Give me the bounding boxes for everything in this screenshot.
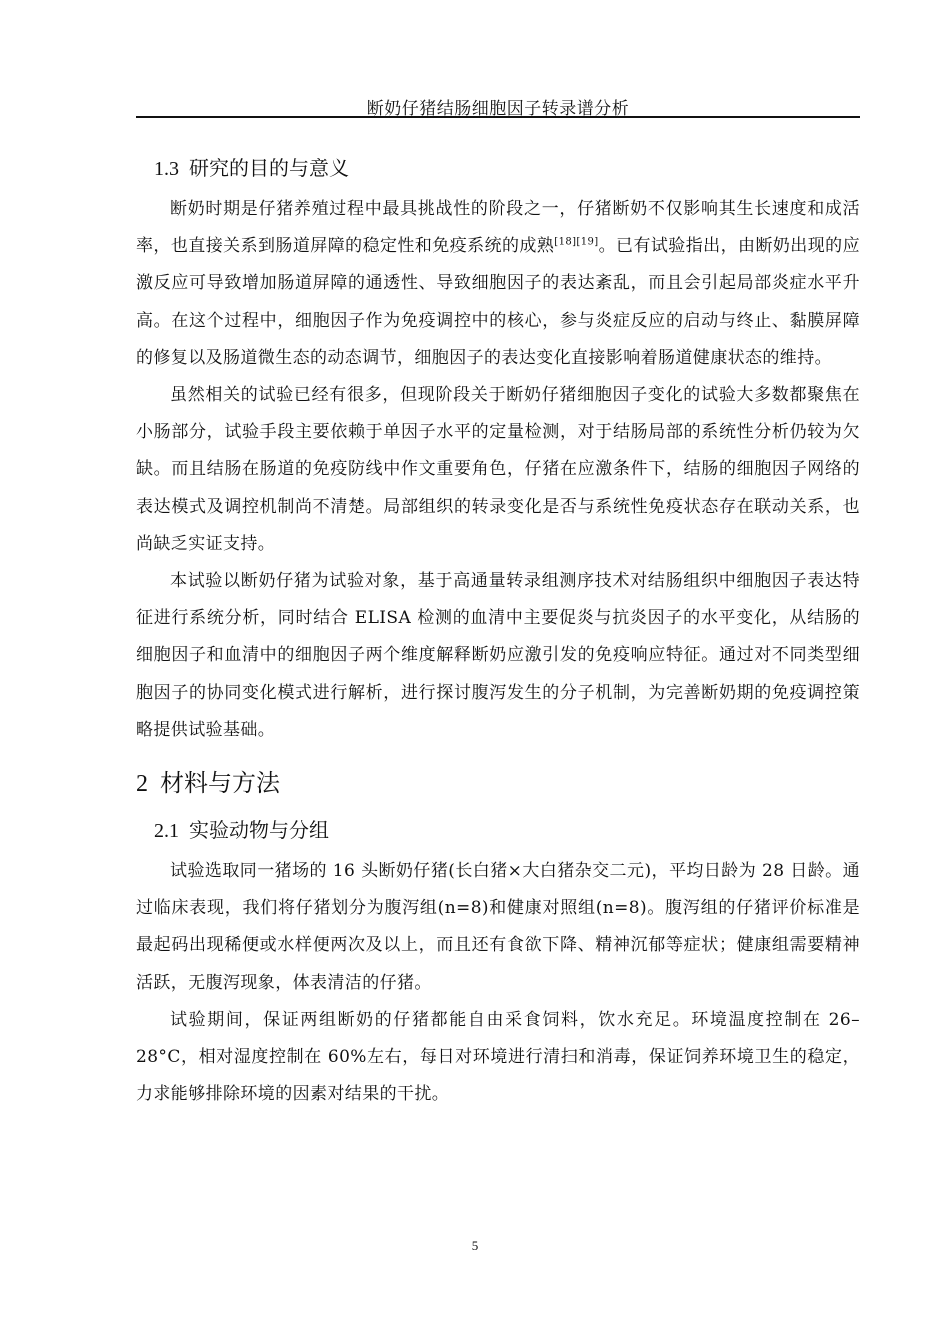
paragraph-1-3-1 xyxy=(136,191,860,377)
section-number: 2 xyxy=(136,771,148,798)
section-heading-1-3 xyxy=(154,152,860,185)
header-rule xyxy=(136,116,860,118)
section-number: 1.3 xyxy=(154,158,179,180)
running-header: 断奶仔猪结肠细胞因子转录谱分析 xyxy=(366,99,630,119)
page-number: 5 xyxy=(471,1238,479,1253)
section-title: 实验动物与分组 xyxy=(189,818,329,843)
section-number: 2.1 xyxy=(154,820,179,843)
section-title: 研究的目的与意义 xyxy=(189,156,349,180)
paragraph-2-1-1: 试验选取同一猪场的 16 头断奶仔猪(长白猪×大白猪杂交二元)，平均日龄为 28 日龄。通过临床表现，我们将仔猪划分为腹泻组(n=8)和健康对照组(n=8)。腹泻组的仔猪评价标准是最起码出现稀便或水样便两次及以上，而且还有食欲下降、精神沉郁等症状；健康组需要精神活跃，无腹泻现象，体表清洁的仔猪。 xyxy=(136,861,860,993)
paragraph-text: 。已有试验指出，由断奶出现的应激反应可导致增加肠道屏障的通透性、导致细胞因子的表达紊乱，而且会引起局部炎症水平升高。在这个过程中，细胞因子作为免疫调控中的核心，参与炎症反应的启动与终止、黏膜屏障的修复以及肠道微生态的动态调节，细胞因子的表达变化直接影响着肠道健康状态的维持。 xyxy=(136,236,860,368)
page-content xyxy=(136,140,860,1113)
paragraph-2-1-2: 试验期间，保证两组断奶的仔猪都能自由采食饲料，饮水充足。环境温度控制在 26–28°C，相对湿度控制在 60%左右，每日对环境进行清扫和消毒，保证饲养环境卫生的稳定，力求能够排除环境的因素对结果的干扰。 xyxy=(136,1009,860,1105)
section-heading-2 xyxy=(136,765,860,802)
paragraph-1-3-2: 虽然相关的试验已经有很多，但现阶段关于断奶仔猪细胞因子变化的试验大多数都聚焦在小肠部分，试验手段主要依赖于单因子水平的定量检测，对于结肠局部的系统性分析仍较为欠缺。而且结肠在肠道的免疫防线中作文重要角色，仔猪在应激条件下，结肠的细胞因子网络的表达模式及调控机制尚不清楚。局部组织的转录变化是否与系统性免疫状态存在联动关系，也尚缺乏实证支持。 xyxy=(136,385,860,554)
paragraph-text: 断奶时期是仔猪养殖过程中最具挑战性的阶段之一，仔猪断奶不仅影响其生长速度和成活率，也直接关系到肠道屏障的稳定性和免疫系统的成熟 xyxy=(136,199,860,257)
paragraph-1-3-3: 本试验以断奶仔猪为试验对象，基于高通量转录组测序技术对结肠组织中细胞因子表达特征进行系统分析，同时结合 ELISA 检测的血清中主要促炎与抗炎因子的水平变化，从结肠的细胞因子和血清中的细胞因子两个维度解释断奶应激引发的免疫响应特征。通过对不同类型细胞因子的协同变化模式进行解析，进行探讨腹泻发生的分子机制，为完善断奶期的免疫调控策略提供试验基础。 xyxy=(136,571,860,740)
section-heading-2-1 xyxy=(154,814,860,847)
citation-reference[interactable]: [18][19] xyxy=(554,236,599,248)
section-title: 材料与方法 xyxy=(160,769,280,798)
